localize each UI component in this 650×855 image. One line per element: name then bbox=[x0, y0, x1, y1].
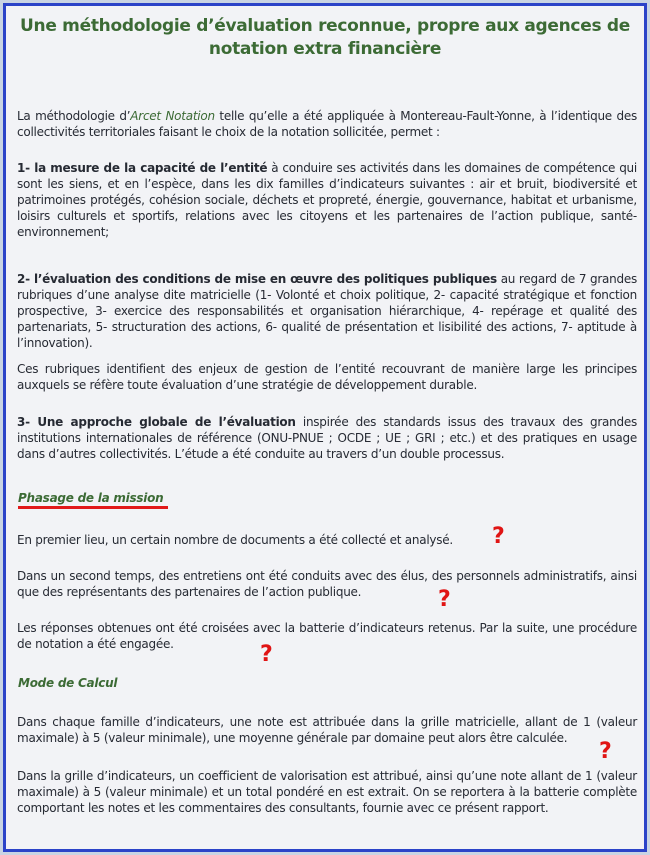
brand-name: Arcet Notation bbox=[130, 109, 215, 123]
point-2-text: au regard de 7 grandes rubriques d’une analyse dite matricielle (1- Volonté et choix politique, 2- capacité stratégique et fonction prospective, 3- exercice des responsabilités et organisation hiérarchique, 4- repérage et qualité des partenariats, 5- structuration des actions, 6- qualité de présentation et lisibilité des actions, 7- aptitude à l’innovation). bbox=[17, 272, 637, 350]
question-mark-annotation-3: ? bbox=[260, 642, 273, 667]
point-3-lead: 3- Une approche globale de l’évaluation bbox=[17, 415, 296, 429]
point-2-extra-paragraph: Ces rubriques identifient des enjeux de gestion de l’entité recouvrant de manière large les principes auxquels se réfère toute évaluation d’une stratégie de développement durable. bbox=[17, 362, 637, 392]
point-3-paragraph bbox=[17, 414, 637, 462]
point-1-lead: 1- la mesure de la capacité de l’entité bbox=[17, 161, 268, 175]
phasage-paragraph-1: En premier lieu, un certain nombre de documents a été collecté et analysé. bbox=[17, 533, 453, 547]
document-page bbox=[6, 6, 644, 849]
phasage-paragraph-2: Dans un second temps, des entretiens ont été conduits avec des élus, des personnels administratifs, ainsi que des représentants des partenaires de l’action publique. bbox=[17, 569, 637, 599]
calcul-paragraph-1: Dans chaque famille d’indicateurs, une note est attribuée dans la grille matricielle, allant de 1 (valeur maximale) à 5 (valeur minimale), une moyenne générale par domaine peut alors être calculée. bbox=[17, 715, 637, 745]
question-mark-annotation-2: ? bbox=[438, 587, 451, 612]
calcul-paragraph-2: Dans la grille d’indicateurs, un coefficient de valorisation est attribué, ainsi qu’une note allant de 1 (valeur maximale) à 5 (valeur minimale) et un total pondéré en est extrait. On se reportera à la batterie complète comportant les notes et les commentaires des consultants, fournie avec ce présent rapport. bbox=[17, 769, 637, 815]
point-3-text: inspirée des standards issus des travaux des grandes institutions internationales de référence (ONU-PNUE ; OCDE ; UE ; GRI ; etc.) et des pratiques en usage dans d’autres collectivités. L’étude a été conduite au travers d’un double processus. bbox=[17, 415, 637, 461]
question-mark-annotation-4: ? bbox=[599, 739, 612, 764]
point-2-lead: 2- l’évaluation des conditions de mise en œuvre des politiques publiques bbox=[17, 272, 497, 286]
intro-paragraph bbox=[17, 108, 637, 140]
phasage-paragraph-3: Les réponses obtenues ont été croisées avec la batterie d’indicateurs retenus. Par la suite, une procédure de notation a été engagée. bbox=[17, 621, 637, 651]
point-1-paragraph bbox=[17, 160, 637, 240]
phasage-red-underline bbox=[18, 506, 168, 509]
phasage-heading: Phasage de la mission bbox=[18, 491, 164, 505]
point-2-paragraph bbox=[17, 271, 637, 351]
point-1-text: à conduire ses activités dans les domaines de compétence qui sont les siens, et en l’espèce, dans les dix familles d’indicateurs suivantes : air et bruit, biodiversité et patrimoines protégés, cohésion sociale, déchets et propreté, énergie, gouvernance, habitat et urbanisme, loisirs culturels et sportifs, relations avec les citoyens et les partenaires de l’action publique, santé-environnement; bbox=[17, 161, 637, 239]
intro-text-end: telle qu’elle a été appliquée à Montereau-Fault-Yonne, à l’identique des collectivités territoriales faisant le choix de la notation sollicitée, permet : bbox=[17, 109, 637, 139]
calcul-heading: Mode de Calcul bbox=[18, 676, 118, 690]
photo-frame bbox=[3, 3, 647, 852]
intro-text-start: La méthodologie d’ bbox=[17, 109, 131, 123]
question-mark-annotation-1: ? bbox=[492, 524, 505, 549]
document-title: Une méthodologie d’évaluation reconnue, propre aux agences de notation extra financière bbox=[20, 16, 630, 59]
